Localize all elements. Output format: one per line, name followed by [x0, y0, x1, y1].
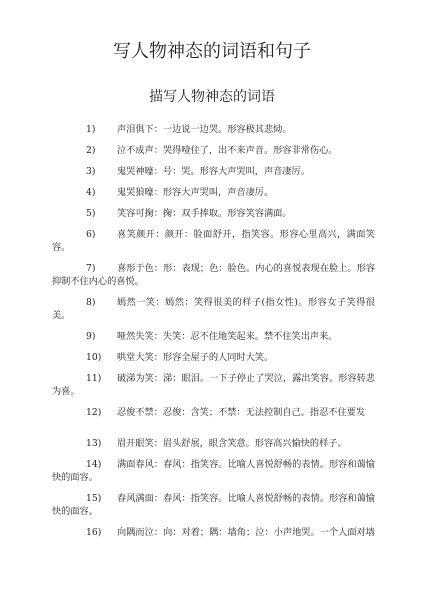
- term-definition: 喜笑颜开：颜开：脸面舒开，指笑容。形容心里高兴，满面笑: [117, 229, 375, 240]
- item-number: 14): [86, 459, 102, 470]
- term-line: [0, 186, 424, 199]
- document-title: 写人物神态的词语和句子: [113, 41, 311, 62]
- term-item: [0, 228, 424, 254]
- section-heading: 描写人物神态的词语: [149, 89, 275, 105]
- item-number: 10): [86, 352, 102, 363]
- term-item: [0, 330, 424, 343]
- term-definition-continued: 为喜。: [52, 386, 80, 397]
- term-line: [0, 228, 424, 241]
- term-line: [0, 372, 424, 385]
- term-item: [0, 351, 424, 364]
- term-item: [0, 372, 424, 398]
- term-definition-continued: 快的面容。: [52, 472, 98, 483]
- item-number: 13): [86, 438, 102, 449]
- term-definition: 满面春风：春风：指笑容。比喻人喜悦舒畅的表情。形容和蔼愉: [117, 459, 375, 470]
- item-number: 16): [86, 527, 102, 538]
- term-item: [0, 526, 424, 539]
- term-line: [0, 526, 424, 539]
- item-number: 6): [86, 229, 96, 240]
- term-line: [0, 492, 424, 505]
- item-number: 8): [86, 297, 96, 308]
- term-item: [0, 144, 424, 157]
- item-number: 3): [86, 166, 96, 177]
- term-item: [0, 458, 424, 484]
- item-number: 11): [86, 373, 102, 384]
- term-line: [0, 296, 424, 309]
- term-line: [0, 262, 424, 275]
- term-definition: 声泪俱下：一边说一边哭。形容极其悲恸。: [117, 124, 292, 135]
- item-number: 1): [86, 124, 96, 135]
- term-definition: 春风满面：春风：指笑容。比喻人喜悦舒畅的表情。形容和蔼愉: [117, 493, 375, 504]
- term-item: [0, 296, 424, 322]
- term-item: [0, 207, 424, 220]
- term-line: [0, 437, 424, 450]
- item-number: 12): [86, 407, 102, 418]
- term-list: [0, 123, 424, 547]
- item-number: 2): [86, 145, 96, 156]
- term-item: [0, 186, 424, 199]
- item-number: 7): [86, 263, 96, 274]
- item-number: 5): [86, 208, 96, 219]
- term-definition-continued: 美。: [52, 310, 71, 321]
- term-definition: 笑容可掬：掬：双手捧取。形容笑容满面。: [117, 208, 292, 219]
- term-definition: 向隅而泣：向：对着；隅：墙角；泣：小声地哭。一个人面对墙: [117, 527, 375, 538]
- term-definition-continued: 抑制不住内心的喜悦。: [52, 276, 144, 287]
- item-number: 9): [86, 331, 96, 342]
- term-item: [0, 492, 424, 518]
- term-item: [0, 262, 424, 288]
- term-definition: 嫣然一笑：嫣然：笑得很美的样子(指女性)。形容女子笑得很: [117, 297, 375, 308]
- term-definition-continued: 容。: [52, 242, 71, 253]
- term-item: [0, 406, 424, 419]
- term-definition: 眉开眼笑：眉头舒展，眼含笑意。形容高兴愉快的样子。: [117, 438, 347, 449]
- term-line: [0, 123, 424, 136]
- term-line: [0, 207, 424, 220]
- term-definition: 忍俊不禁：忍俊：含笑；不禁：无法控制自己。指忍不住要发: [117, 407, 366, 418]
- term-line: [0, 406, 424, 419]
- item-number: 15): [86, 493, 102, 504]
- term-item: [0, 165, 424, 178]
- item-number: 4): [86, 187, 96, 198]
- term-definition: 破涕为笑：涕：眼泪。一下子停止了哭泣，露出笑容。形容转悲: [117, 373, 375, 384]
- term-definition: 哄堂大笑：形容全屋子的人同时大笑。: [117, 352, 274, 363]
- term-line: [0, 144, 424, 157]
- term-line: [0, 330, 424, 343]
- term-line: [0, 351, 424, 364]
- term-definition: 喜形于色：形：表现；色：脸色。内心的喜悦表现在脸上。形容: [117, 263, 375, 274]
- term-definition: 鬼哭狼嚎：形容大声哭叫，声音凄厉。: [117, 187, 274, 198]
- term-definition: 鬼哭神嚎：号：哭。形容大声哭叫，声音凄厉。: [117, 166, 310, 177]
- term-item: [0, 123, 424, 136]
- term-definition: 泣不成声：哭得噎住了，出不来声音。形容非常伤心。: [117, 145, 338, 156]
- term-definition: 哑然失笑：失笑：忍不住地笑起来。禁不住笑出声来。: [117, 331, 338, 342]
- term-line: [0, 458, 424, 471]
- term-item: [0, 437, 424, 450]
- term-line: [0, 165, 424, 178]
- term-definition-continued: 快的面容。: [52, 506, 98, 517]
